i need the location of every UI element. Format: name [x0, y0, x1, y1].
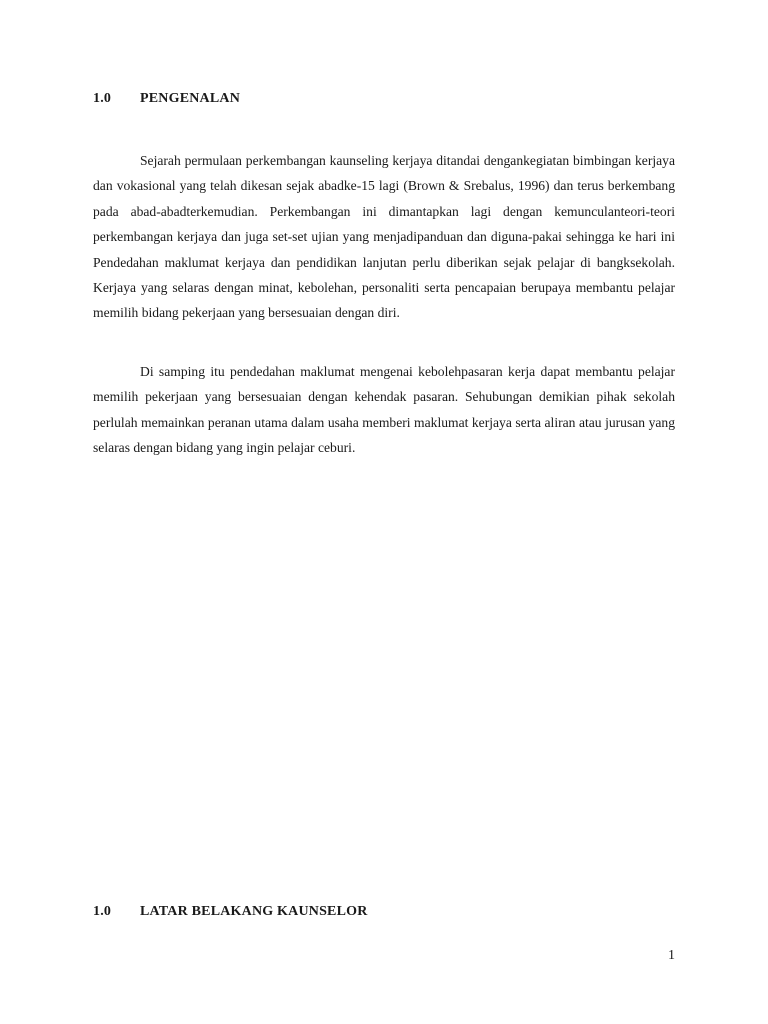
section-heading-latar-belakang: [93, 904, 368, 920]
section-number: 1.0: [93, 904, 112, 919]
section-heading-pengenalan: [93, 91, 240, 107]
section-number: 1.0: [93, 91, 112, 106]
section-title: LATAR BELAKANG KAUNSELOR: [140, 904, 368, 919]
body-paragraph: Sejarah permulaan perkembangan kaunseling kerjaya ditandai dengankegiatan bimbingan kerjaya dan vokasional yang telah dikesan sejak abadke-15 lagi (Brown & Srebalus, 1996) dan terus berkembang pada abad-abadterkemudian. Perkembangan ini dimantapkan lagi dengan kemunculanteori-teori perkembangan kerjaya dan juga set-set ujian yang menjadipanduan dan diguna-pakai sehingga ke hari ini Pendedahan maklumat kerjaya dan pendidikan lanjutan perlu diberikan sejak pelajar di bangksekolah. Kerjaya yang selaras dengan minat, kebolehan, personaliti serta pencapaian berupaya membantu pelajar memilih bidang pekerjaan yang bersesuaian dengan diri.: [93, 153, 675, 321]
body-paragraph: Di samping itu pendedahan maklumat mengenai kebolehpasaran kerja dapat membantu pelajar memilih pekerjaan yang bersesuaian dengan kehendak pasaran. Sehubungan demikian pihak sekolah perlulah memainkan peranan utama dalam usaha memberi maklumat kerjaya serta aliran atau jurusan yang selaras dengan bidang yang ingin pelajar ceburi.: [93, 364, 675, 456]
page-number: 1: [668, 948, 675, 963]
section-title: PENGENALAN: [140, 91, 241, 106]
